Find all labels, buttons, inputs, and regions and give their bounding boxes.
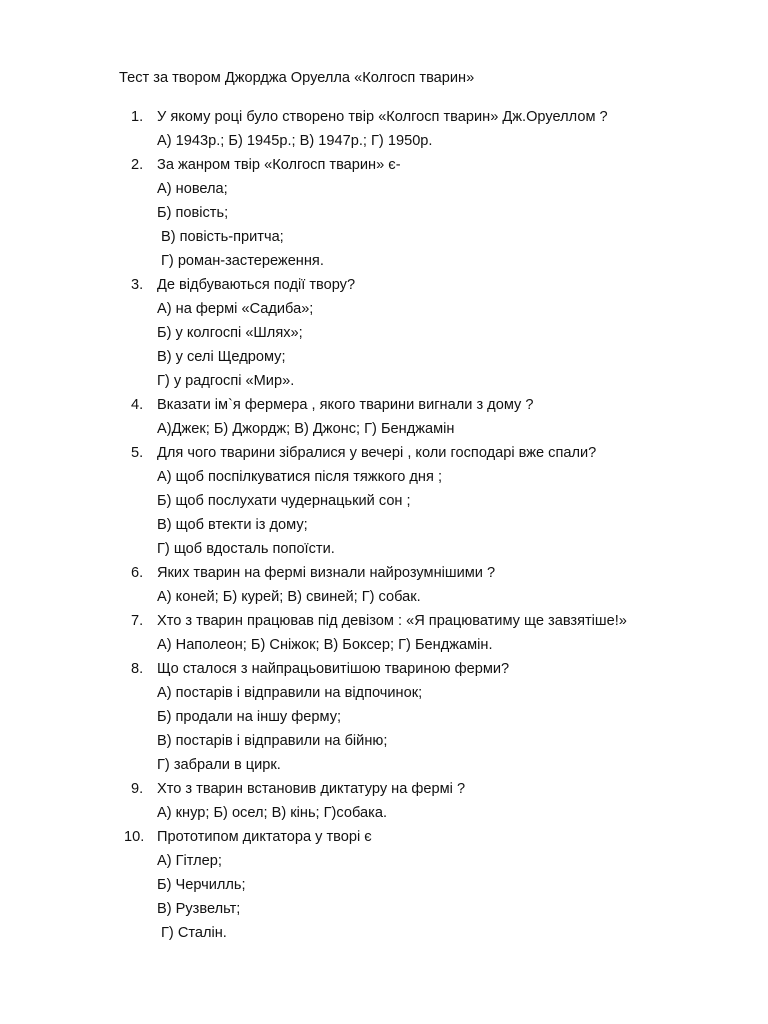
answer-option-d: [0, 369, 768, 393]
question-text: Для чого тварини зібралися у вечері , коли господарі вже спали?: [157, 445, 597, 461]
answer-option-text: Г) щоб вдосталь попоїсти.: [157, 541, 335, 557]
question-number: 10.: [124, 829, 145, 845]
question-text: Де відбуваються події твору?: [157, 277, 356, 293]
answer-option-text: А) Гітлер;: [157, 853, 222, 869]
answer-option-text: Г) Сталін.: [161, 925, 227, 941]
question-text: Вказати ім`я фермера , якого тварини вигнали з дому ?: [157, 397, 534, 413]
question-text: Яких тварин на фермі визнали найрозумнішими ?: [157, 565, 496, 581]
question-1: [0, 105, 768, 153]
question-number: 7.: [131, 613, 144, 629]
answer-options-line: [0, 129, 768, 153]
question-text: Хто з тварин працював під девізом : «Я працюватиму ще завзятіше!»: [157, 613, 627, 629]
question-list: [0, 105, 768, 945]
answer-option-text: Г) у радгоспі «Мир».: [157, 373, 295, 389]
question-number: 5.: [131, 445, 144, 461]
question-text: Що сталося з найпрацьовитішою твариною ферми?: [157, 661, 510, 677]
question-number: 4.: [131, 397, 144, 413]
question-number: 8.: [131, 661, 144, 677]
answer-option-text: А) новела;: [157, 181, 228, 197]
answer-options: А)Джек; Б) Джордж; В) Джонс; Г) Бенджамін: [157, 421, 455, 437]
answer-option-a: [0, 849, 768, 873]
answer-option-text: Б) Черчилль;: [157, 877, 246, 893]
answer-option-text: Г) роман-застереження.: [161, 253, 324, 269]
answer-option-text: А) на фермі «Садиба»;: [157, 301, 314, 317]
answer-option-c: [0, 513, 768, 537]
answer-option-b: [0, 201, 768, 225]
answer-option-c: [0, 345, 768, 369]
answer-option-text: В) Рузвельт;: [157, 901, 241, 917]
question-line: [0, 393, 768, 417]
answer-option-text: Б) щоб послухати чудернацький сон ;: [157, 493, 411, 509]
answer-option-b: [0, 321, 768, 345]
answer-option-a: [0, 465, 768, 489]
answer-option-a: [0, 297, 768, 321]
answer-option-d: [0, 921, 768, 945]
question-number: 3.: [131, 277, 144, 293]
answer-options-line: [0, 417, 768, 441]
answer-option-c: [0, 729, 768, 753]
answer-options-line: [0, 801, 768, 825]
question-text: Прототипом диктатора у творі є: [157, 829, 372, 845]
question-text: Хто з тварин встановив диктатуру на фермі ?: [157, 781, 466, 797]
answer-option-c: [0, 225, 768, 249]
question-line: [0, 561, 768, 585]
answer-options-line: [0, 633, 768, 657]
answer-options: А) кнур; Б) осел; В) кінь; Г)собака.: [157, 805, 388, 821]
answer-option-text: А) щоб поспілкуватися після тяжкого дня ;: [157, 469, 443, 485]
question-line: [0, 825, 768, 849]
question-line: [0, 273, 768, 297]
question-number: 2.: [131, 157, 144, 173]
question-7: [0, 609, 768, 657]
answer-option-text: В) щоб втекти із дому;: [157, 517, 308, 533]
question-number: 9.: [131, 781, 144, 797]
answer-option-a: [0, 177, 768, 201]
question-line: [0, 105, 768, 129]
answer-option-d: [0, 537, 768, 561]
question-6: [0, 561, 768, 609]
question-4: [0, 393, 768, 441]
answer-options: А) 1943р.; Б) 1945р.; В) 1947р.; Г) 1950р.: [157, 133, 433, 149]
question-text: У якому році було створено твір «Колгосп тварин» Дж.Оруеллом ?: [157, 109, 608, 125]
answer-option-d: [0, 249, 768, 273]
question-5: [0, 441, 768, 561]
answer-option-text: В) у селі Щедрому;: [157, 349, 286, 365]
question-line: [0, 657, 768, 681]
answer-option-text: Г) забрали в цирк.: [157, 757, 281, 773]
answer-option-text: В) повість-притча;: [161, 229, 284, 245]
answer-option-c: [0, 897, 768, 921]
question-number: 1.: [131, 109, 144, 125]
question-line: [0, 777, 768, 801]
question-9: [0, 777, 768, 825]
answer-option-text: Б) повість;: [157, 205, 229, 221]
answer-option-d: [0, 753, 768, 777]
question-line: [0, 153, 768, 177]
answer-option-text: Б) у колгоспі «Шлях»;: [157, 325, 303, 341]
answer-option-text: А) постарів і відправили на відпочинок;: [157, 685, 423, 701]
document-title: Тест за твором Джорджа Оруелла «Колгосп тварин»: [119, 70, 475, 86]
question-10: [0, 825, 768, 945]
question-2: [0, 153, 768, 273]
question-8: [0, 657, 768, 777]
question-line: [0, 609, 768, 633]
question-line: [0, 441, 768, 465]
answer-option-b: [0, 873, 768, 897]
answer-option-a: [0, 681, 768, 705]
answer-option-b: [0, 705, 768, 729]
answer-option-b: [0, 489, 768, 513]
answer-option-text: В) постарів і відправили на бійню;: [157, 733, 388, 749]
question-number: 6.: [131, 565, 144, 581]
question-text: За жанром твір «Колгосп тварин» є-: [157, 157, 401, 173]
question-3: [0, 273, 768, 393]
answer-options: А) коней; Б) курей; В) свиней; Г) собак.: [157, 589, 421, 605]
answer-options: А) Наполеон; Б) Сніжок; В) Боксер; Г) Бенджамін.: [157, 637, 493, 653]
answer-option-text: Б) продали на іншу ферму;: [157, 709, 342, 725]
answer-options-line: [0, 585, 768, 609]
